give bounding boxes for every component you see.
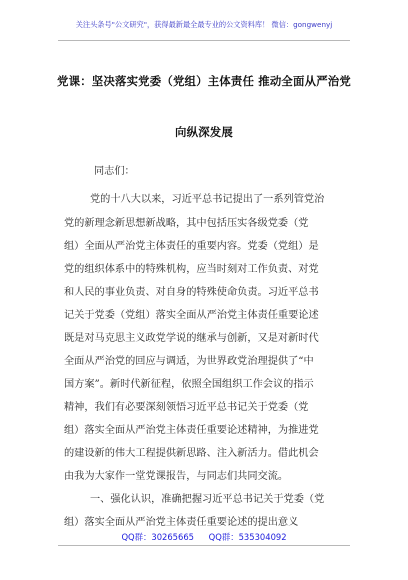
footer-divider xyxy=(58,545,350,546)
paragraph-line: 精神，我们有必要深刻领悟习近平总书记关于党委（党 xyxy=(64,402,309,413)
section-heading-line: 一、强化认识，准确把握习近平总书记关于党委（党 xyxy=(90,494,325,505)
paragraph-line: 由我为大家作一堂党课报告，与同志们共同交流。 xyxy=(64,471,289,482)
footer-qq-group-2: QQ群：535304092 xyxy=(208,532,287,542)
paragraph-line: 组）全面从严治党主体责任的重要内容。党委（党组）是 xyxy=(64,241,319,252)
header-divider xyxy=(58,40,350,41)
document-title-line-2: 向纵深发展 xyxy=(175,125,233,139)
paragraph-line: 党的十八大以来，习近平总书记提出了一系列管党治 xyxy=(90,194,325,205)
greeting-line: 同志们： xyxy=(94,166,135,177)
footer-qq-group-1: QQ群：30265665 xyxy=(121,532,194,542)
paragraph-line: 国方案”。新时代新征程，依照全国组织工作会议的指示 xyxy=(64,379,314,390)
header-promo-text: 关注头条号"公文研究"，获得最新最全最专业的公文资料库！ 微信：gongwenyj xyxy=(75,20,333,29)
paragraph-line: 全面从严治党的回应与调适，为世界政党治理提供了“中 xyxy=(64,356,314,367)
document-title-line-1: 党课：坚决落实党委（党组）主体责任 推动全面从严治党 xyxy=(57,74,351,88)
section-heading-line: 组）落实全面从严治党主体责任重要论述的提出意义 xyxy=(64,517,299,528)
paragraph-line: 和人民的事业负责、对自身的特殊使命负责。习近平总书 xyxy=(64,287,319,298)
paragraph-line: 既是对马克思主义政党学说的继承与创新，又是对新时代 xyxy=(64,333,319,344)
paragraph-line: 组）落实全面从严治党主体责任重要论述精神，为推进党 xyxy=(64,425,319,436)
paragraph-line: 党的组织体系中的特殊机构，应当时刻对工作负责、对党 xyxy=(64,264,319,275)
paragraph-line: 的建设新的伟大工程提供新思路、注入新活力。借此机会 xyxy=(64,448,319,459)
footer-qq-groups xyxy=(0,531,408,543)
paragraph-line: 记关于党委（党组）落实全面从严治党主体责任重要论述 xyxy=(64,310,319,321)
paragraph-line: 党的新理念新思想新战略，其中包括压实各级党委（党 xyxy=(64,218,309,229)
